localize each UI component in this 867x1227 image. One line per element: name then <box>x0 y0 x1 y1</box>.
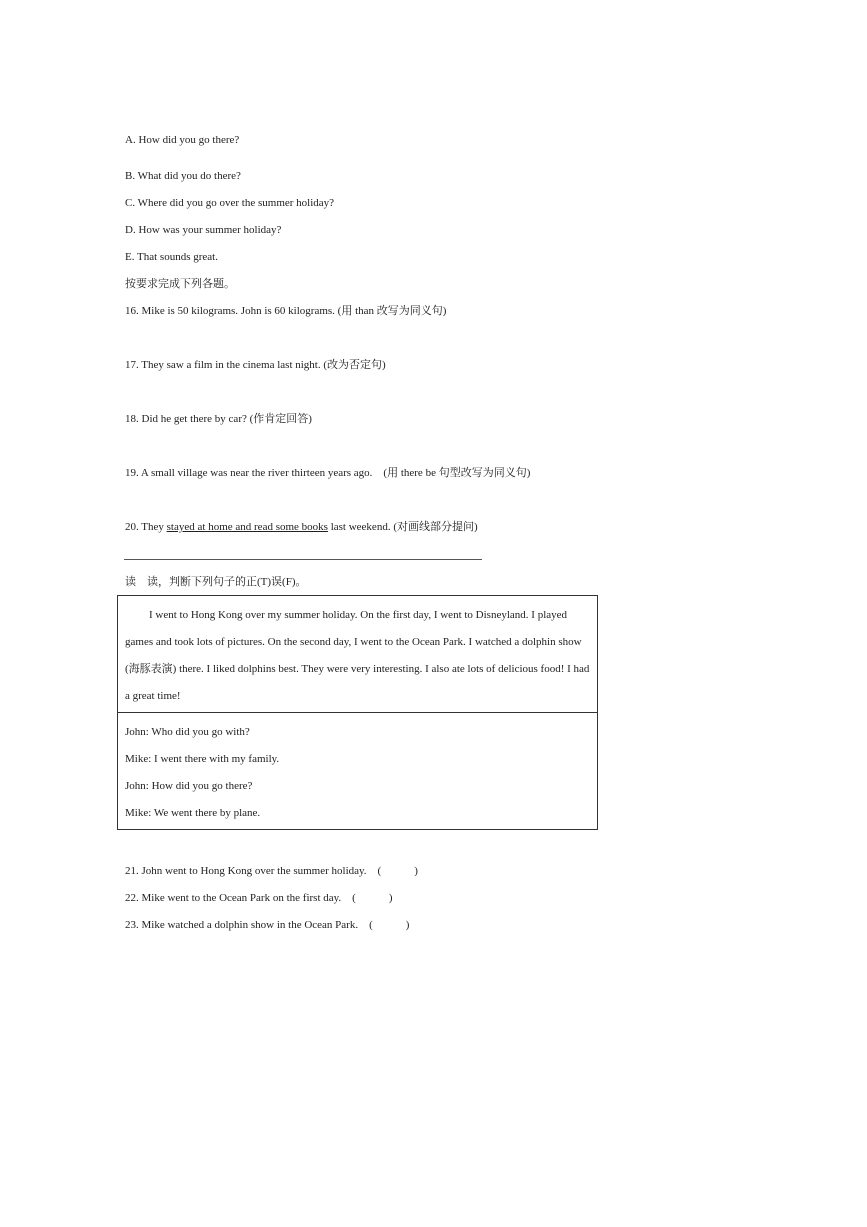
question-20-suffix: last weekend. (对画线部分提问) <box>327 521 478 533</box>
question-20-underlined: stayed at home and read some books <box>166 521 328 533</box>
option-a: A. How did you go there? <box>125 134 240 146</box>
dialogue-line: John: Who did you go with? <box>125 726 250 738</box>
option-d: D. How was your summer holiday? <box>125 224 282 236</box>
option-b: B. What did you do there? <box>125 170 241 182</box>
passage-box <box>117 595 598 713</box>
answer-line <box>124 559 482 560</box>
question-23: 23. Mike watched a dolphin show in the Ocean Park. ( ) <box>125 919 410 931</box>
dialogue-line: John: How did you go there? <box>125 780 253 792</box>
question-19: 19. A small village was near the river thirteen years ago. (用 there be 句型改写为同义句) <box>125 467 531 479</box>
option-e: E. That sounds great. <box>125 251 218 263</box>
dialogue-line: Mike: I went there with my family. <box>125 753 280 765</box>
question-18: 18. Did he get there by car? (作肯定回答) <box>125 413 312 425</box>
option-c: C. Where did you go over the summer holiday? <box>125 197 335 209</box>
section-title-rewrite: 按要求完成下列各题。 <box>125 278 235 290</box>
question-20 <box>125 520 478 534</box>
dialogue-box <box>117 712 598 830</box>
section-title-reading: 读 读，判断下列句子的正(T)误(F)。 <box>125 576 307 588</box>
passage-text: I went to Hong Kong over my summer holiday. On the first day, I went to Disneyland. I played games and took lots of pictures. On the second day, I went to the Ocean Park. I watched a dolphin show (海豚表演) there. I liked dolphins best. They were very interesting. I also ate lots of delicious food! I had a great time! <box>125 609 590 702</box>
dialogue-line: Mike: We went there by plane. <box>125 807 261 819</box>
question-21: 21. John went to Hong Kong over the summer holiday. ( ) <box>125 865 418 877</box>
question-20-prefix: 20. They <box>125 521 167 533</box>
question-17: 17. They saw a film in the cinema last night. (改为否定句) <box>125 359 386 371</box>
question-22: 22. Mike went to the Ocean Park on the first day. ( ) <box>125 892 393 904</box>
question-16: 16. Mike is 50 kilograms. John is 60 kilograms. (用 than 改写为同义句) <box>125 305 447 317</box>
